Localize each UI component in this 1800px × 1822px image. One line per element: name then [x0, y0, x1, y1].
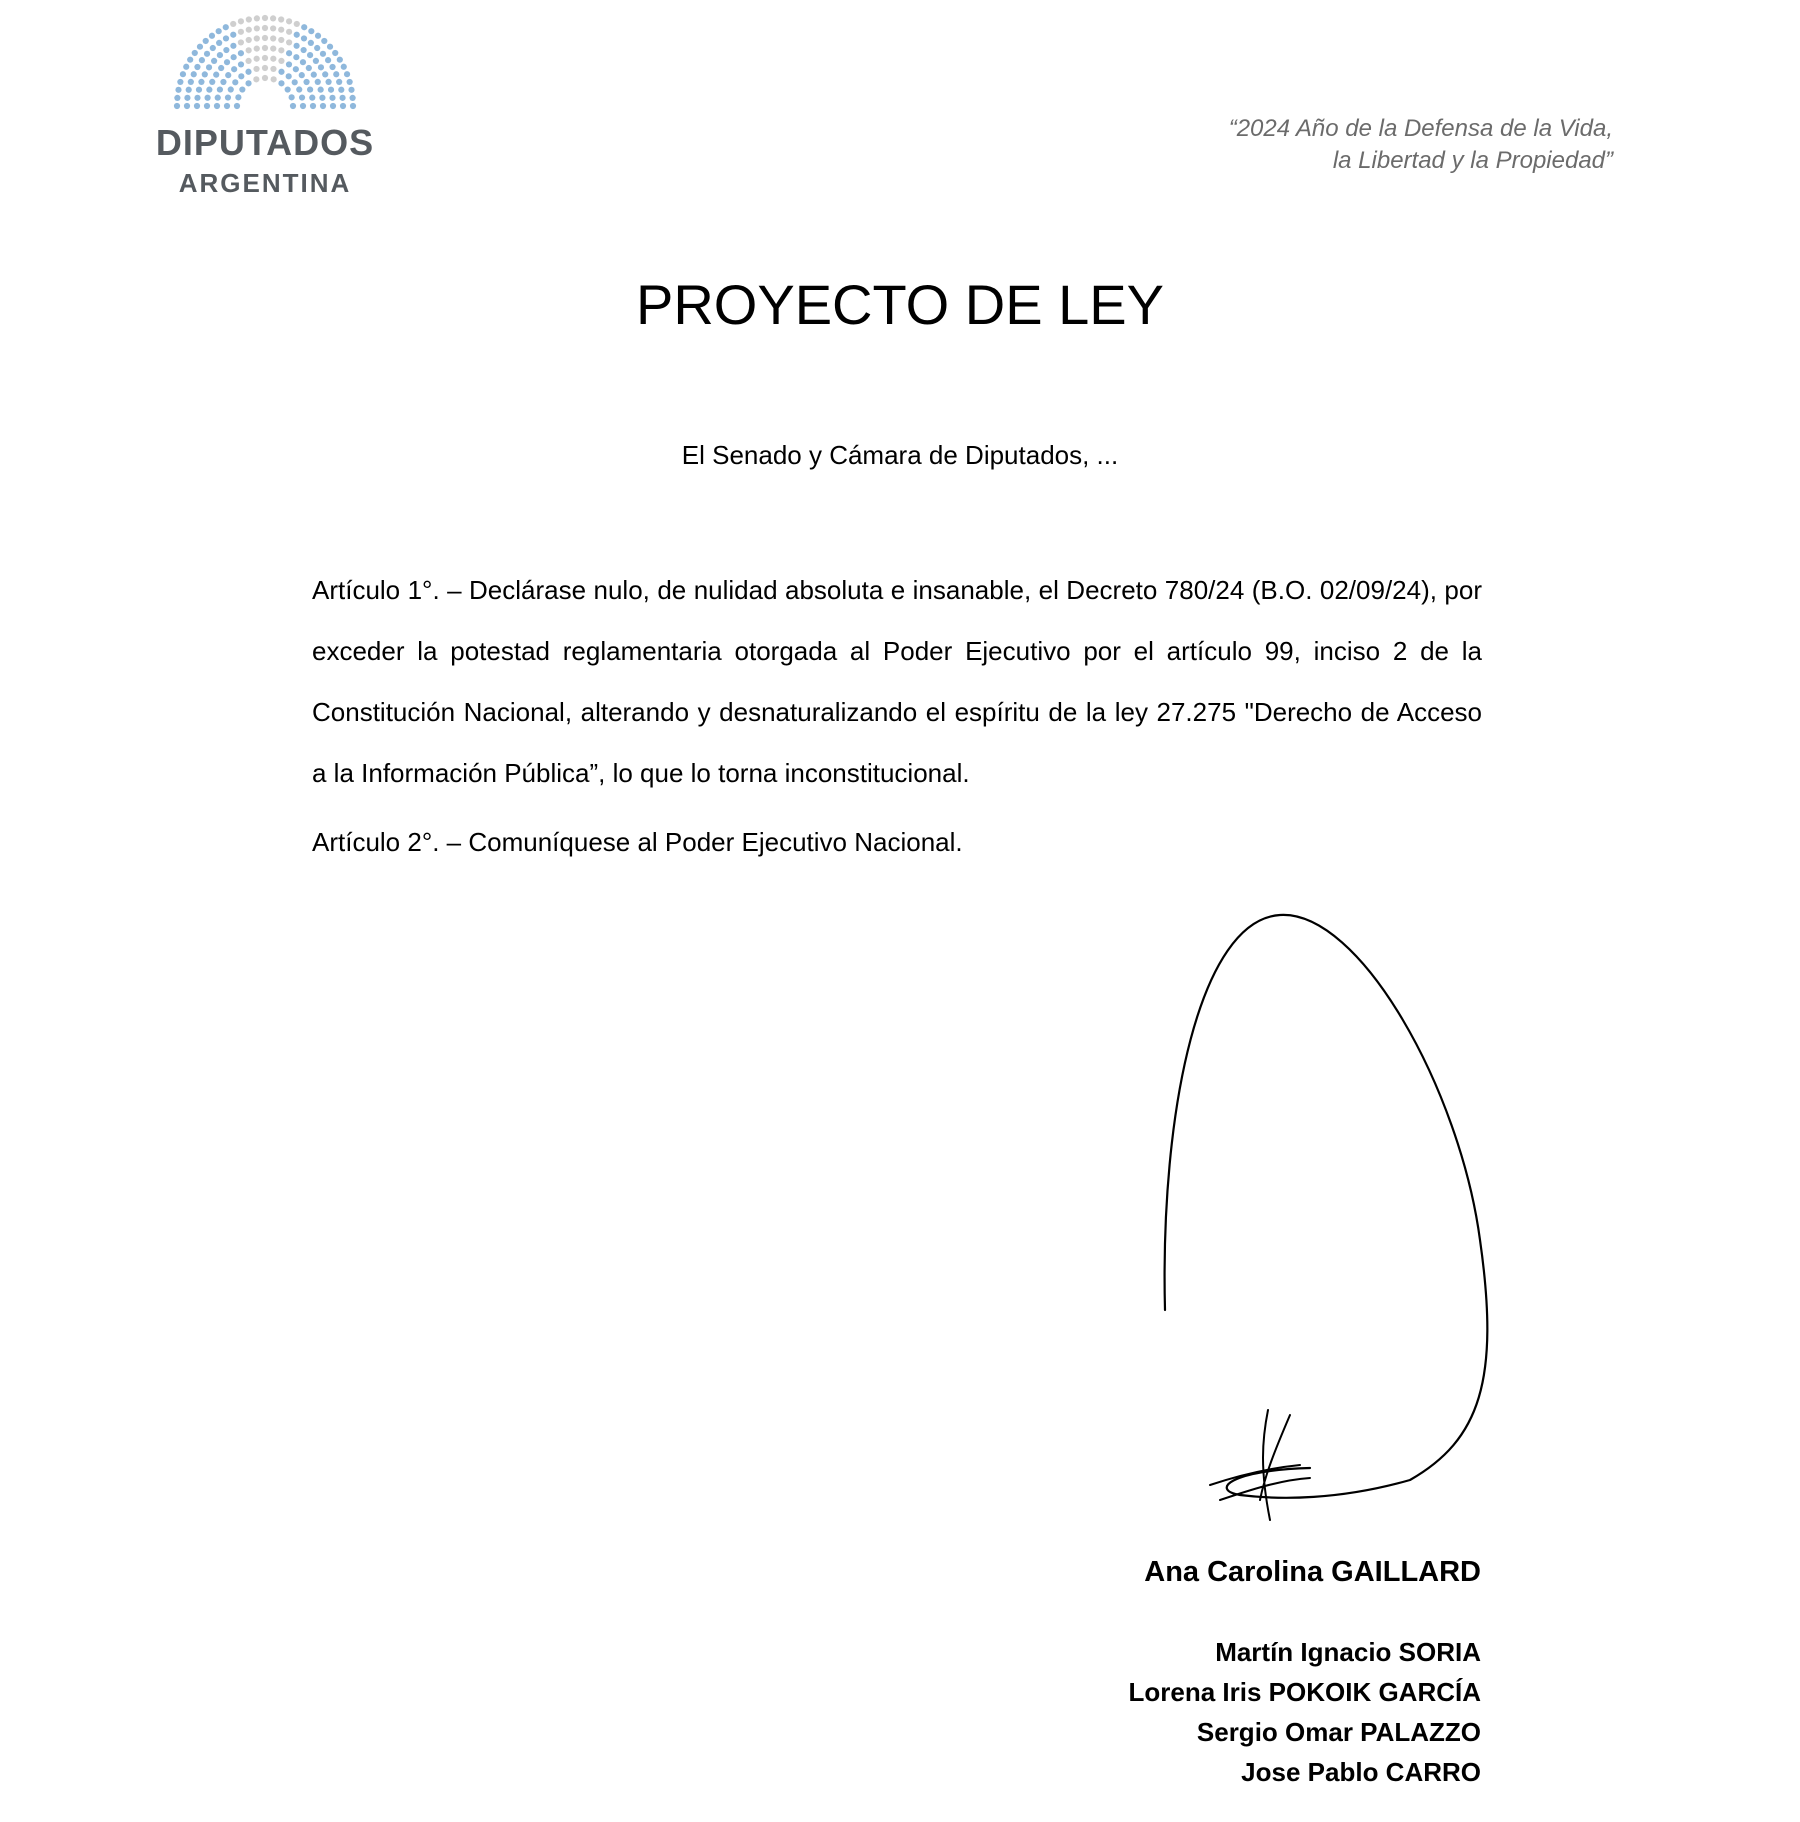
- hemicycle-seat-dot: [347, 79, 353, 85]
- hemicycle-seat-dot: [308, 28, 314, 34]
- hemicycle-seat-dot: [322, 71, 328, 77]
- hemicycle-seat-dot: [230, 32, 236, 38]
- hemicycle-seat-dot: [338, 87, 344, 93]
- co-signer-name: Sergio Omar PALAZZO: [1196, 1717, 1481, 1747]
- hemicycle-seat-dot: [246, 37, 252, 43]
- hemicycle-seat-dot: [204, 95, 210, 101]
- document-title: PROYECTO DE LEY: [635, 273, 1164, 336]
- motto-line-2: la Libertad y la Propiedad”: [1332, 147, 1613, 174]
- hemicycle-seat-dot: [194, 103, 200, 109]
- hemicycle-seat-dot: [307, 52, 313, 58]
- hemicycle-seat-dot: [262, 45, 268, 51]
- hemicycle-seat-dot: [321, 38, 327, 44]
- hemicycle-seat-dot: [350, 103, 356, 109]
- hemicycle-seat-dot: [318, 87, 324, 93]
- hemicycle-seat-dot: [286, 39, 292, 45]
- hemicycle-seat-dot: [253, 76, 259, 82]
- hemicycle-seat-dot: [177, 79, 183, 85]
- hemicycle-seat-dot: [313, 58, 319, 64]
- hemicycle-seat-dot: [206, 64, 212, 70]
- hemicycle-seat-dot: [339, 95, 345, 101]
- hemicycle-seat-dot: [325, 57, 331, 63]
- hemicycle-seat-dot: [238, 29, 244, 35]
- hemicycle-seat-dot: [204, 51, 210, 57]
- hemicycle-seat-dot: [336, 79, 342, 85]
- article-2: Artículo 2°. – Comuníquese al Poder Ejecutivo Nacional.: [312, 827, 963, 857]
- hemicycle-seat-dot: [296, 86, 302, 92]
- hemicycle-seat-dot: [175, 87, 181, 93]
- hemicycle-seat-dot: [286, 61, 292, 67]
- hemicycle-seat-dot: [223, 47, 229, 53]
- hemicycle-seat-dot: [286, 29, 292, 35]
- hemicycle-seat-dot: [254, 56, 260, 62]
- hemicycle-seat-dot: [332, 50, 338, 56]
- hemicycle-seat-dot: [301, 24, 307, 30]
- hemicycle-seat-dot: [202, 71, 208, 77]
- hemicycle-seat-dot: [330, 103, 336, 109]
- logo-subtitle: ARGENTINA: [178, 168, 352, 198]
- hemicycle-seat-dot: [187, 57, 193, 63]
- hemicycle-seat-dot: [270, 56, 276, 62]
- hemicycle-seat-dot: [306, 65, 312, 71]
- hemicycle-seat-dot: [289, 94, 295, 100]
- hemicycle-seat-dot: [278, 27, 284, 33]
- hemicycle-seat-dot: [307, 86, 313, 92]
- hemicycle-seat-dot: [270, 15, 276, 21]
- hemicycle-seat-dot: [225, 94, 231, 100]
- hemicycle-seat-dot: [333, 71, 339, 77]
- hemicycle-seat-dot: [278, 58, 284, 64]
- document-body: [312, 560, 1482, 862]
- hemicycle-seat-dot: [196, 87, 202, 93]
- hemicycle-seat-dot: [224, 59, 230, 65]
- hemicycle-seat-dot: [294, 21, 300, 27]
- hemicycle-seat-dot: [341, 64, 347, 70]
- hemicycle-seat-dot: [254, 25, 260, 31]
- hemicycle-seat-dot: [209, 33, 215, 39]
- hemicycle-seat-dot: [231, 66, 237, 72]
- hemicycle-seat-dot: [300, 59, 306, 65]
- handwritten-signature: [1160, 910, 1520, 1550]
- hemicycle-seat-dot: [293, 66, 299, 72]
- hemicycle-seat-dot: [294, 43, 300, 49]
- hemicycle-seat-dot: [278, 69, 284, 75]
- hemicycle-seat-dot: [245, 80, 251, 86]
- hemicycle-seat-dot: [344, 71, 350, 77]
- hemicycle-seat-dot: [278, 80, 284, 86]
- hemicycle-seat-dot: [286, 50, 292, 56]
- hemicycle-seat-dot: [290, 103, 296, 109]
- main-signer-name: Ana Carolina GAILLARD: [1144, 1556, 1481, 1588]
- hemicycle-seat-dot: [301, 35, 307, 41]
- hemicycle-seat-dot: [215, 95, 221, 101]
- motto-line-1: “2024 Año de la Defensa de la Vida,: [1228, 115, 1613, 142]
- hemicycle-seat-dot: [228, 86, 234, 92]
- hemicycle-seat-dot: [319, 95, 325, 101]
- hemicycle-seat-dot: [204, 103, 210, 109]
- hemicycle-seat-dot: [210, 45, 216, 51]
- hemicycle-seat-dot: [329, 64, 335, 70]
- hemicycle-seat-dot: [327, 44, 333, 50]
- hemicycle-seat-dot: [325, 79, 331, 85]
- hemicycle-seat-dot: [211, 58, 217, 64]
- hemicycle-seat-dot: [245, 58, 251, 64]
- hemicycle-seat-dot: [203, 38, 209, 44]
- hemicycle-seat-dot: [278, 16, 284, 22]
- hemicycle-seat-dot: [271, 76, 277, 82]
- hemicycle-seat-dot: [278, 37, 284, 43]
- hemicycle-seat-dot: [318, 64, 324, 70]
- hemicycle-seat-dot: [315, 33, 321, 39]
- hemicycle-seat-dot: [191, 71, 197, 77]
- hemicycle-seat-dot: [285, 86, 291, 92]
- hemicycle-seat-dot: [328, 87, 334, 93]
- hemicycle-seat-dot: [206, 87, 212, 93]
- hemicycle-seat-dot: [174, 103, 180, 109]
- hemicycle-seat-dot: [245, 69, 251, 75]
- hemicycle-seat-dot: [314, 45, 320, 51]
- hemicycle-seat-dot: [232, 79, 238, 85]
- hemicycle-seat-dot: [246, 47, 252, 53]
- diputados-logo: [140, 10, 390, 198]
- co-signer-name: Jose Pablo CARRO: [1241, 1757, 1481, 1787]
- hemicycle-seat-dot: [293, 54, 299, 60]
- hemicycle-seat-dot: [301, 47, 307, 53]
- hemicycle-seat-dot: [310, 103, 316, 109]
- hemicycle-seat-dot: [214, 103, 220, 109]
- hemicycle-seat-dot: [213, 72, 219, 78]
- hemicycle-seat-dot: [286, 18, 292, 24]
- hemicycle-seat-dot: [246, 27, 252, 33]
- hemicycle-seat-dot: [320, 103, 326, 109]
- hemicycle-seat-dot: [230, 21, 236, 27]
- hemicycle-seat-dot: [303, 79, 309, 85]
- hemicycle-seat-dot: [292, 79, 298, 85]
- hemicycle-seat-dot: [262, 75, 268, 81]
- logo-title: DIPUTADOS: [155, 122, 375, 163]
- co-signer-name: Lorena Iris POKOIK GARCÍA: [1128, 1677, 1481, 1707]
- hemicycle-seat-dot: [192, 50, 198, 56]
- hemicycle-seat-dot: [184, 95, 190, 101]
- hemicycle-seat-dot: [230, 43, 236, 49]
- hemicycle-seat-dot: [270, 66, 276, 72]
- hemicycle-seat-dot: [262, 65, 268, 71]
- hemicycle-seat-dot: [220, 79, 226, 85]
- hemicycle-seat-dot: [350, 95, 356, 101]
- hemicycle-seat-dot: [262, 25, 268, 31]
- hemicycle-seat-dot: [194, 95, 200, 101]
- hemicycle-seat-dot: [270, 25, 276, 31]
- hemicycle-seat-dot: [246, 16, 252, 22]
- hemicycle-seat-dot: [286, 73, 292, 79]
- hemicycle-seat-dot: [320, 51, 326, 57]
- hemicycle-seat-dot: [231, 54, 237, 60]
- hemicycle-seat-dot: [262, 35, 268, 41]
- hemicycle-seat-dot: [238, 18, 244, 24]
- hemicycle-seat-dot: [278, 47, 284, 53]
- hemicycle-seat-dot: [188, 79, 194, 85]
- year-motto: [1229, 113, 1613, 177]
- hemicycle-seat-dot: [270, 45, 276, 51]
- hemicycle-seat-dot: [254, 35, 260, 41]
- hemicycle-seat-dot: [199, 57, 205, 63]
- hemicycle-seat-dot: [194, 64, 200, 70]
- signers-block: [1129, 1552, 1482, 1792]
- hemicycle-dots-icon: [165, 10, 365, 110]
- hemicycle-seat-dot: [238, 50, 244, 56]
- document-intro: El Senado y Cámara de Diputados, ...: [681, 440, 1119, 470]
- co-signer-name: Martín Ignacio SORIA: [1215, 1637, 1481, 1667]
- hemicycle-seat-dot: [217, 86, 223, 92]
- hemicycle-seat-dot: [223, 24, 229, 30]
- hemicycle-seat-dot: [299, 94, 305, 100]
- hemicycle-seat-dot: [254, 15, 260, 21]
- hemicycle-seat-dot: [234, 103, 240, 109]
- hemicycle-seat-dot: [315, 79, 321, 85]
- hemicycle-seat-dot: [224, 103, 230, 109]
- hemicycle-seat-dot: [174, 95, 180, 101]
- hemicycle-seat-dot: [223, 35, 229, 41]
- hemicycle-seat-dot: [299, 72, 305, 78]
- hemicycle-seat-dot: [270, 35, 276, 41]
- hemicycle-seat-dot: [309, 95, 315, 101]
- article-1: Artículo 1°. – Declárase nulo, de nulidad absoluta e insanable, el Decreto 780/24 (B.O. 02/09/24), por exceder la potestad reglamentaria otorgada al Poder Ejecutivo por el artículo 99, inciso 2 de la Constitución Nacional, alterando y desnaturalizando el espíritu de la ley 27.275 "Derecho de Acceso a la Información Pública”, lo que lo torna inconstitucional.: [312, 575, 1482, 788]
- hemicycle-seat-dot: [300, 103, 306, 109]
- hemicycle-seat-dot: [238, 73, 244, 79]
- hemicycle-seat-dot: [217, 52, 223, 58]
- hemicycle-seat-dot: [308, 40, 314, 46]
- hemicycle-seat-dot: [262, 15, 268, 21]
- hemicycle-seat-dot: [186, 87, 192, 93]
- hemicycle-seat-dot: [184, 103, 190, 109]
- hemicycle-seat-dot: [238, 61, 244, 67]
- hemicycle-seat-dot: [329, 95, 335, 101]
- hemicycle-seat-dot: [262, 55, 268, 61]
- hemicycle-seat-dot: [348, 87, 354, 93]
- hemicycle-seat-dot: [218, 65, 224, 71]
- hemicycle-seat-dot: [198, 79, 204, 85]
- hemicycle-seat-dot: [209, 79, 215, 85]
- hemicycle-seat-dot: [216, 40, 222, 46]
- hemicycle-seat-dot: [311, 72, 317, 78]
- hemicycle-seat-dot: [340, 103, 346, 109]
- hemicycle-seat-dot: [235, 94, 241, 100]
- hemicycle-seat-dot: [253, 66, 259, 72]
- hemicycle-seat-dot: [225, 72, 231, 78]
- hemicycle-seat-dot: [216, 28, 222, 34]
- hemicycle-seat-dot: [180, 71, 186, 77]
- hemicycle-seat-dot: [197, 44, 203, 50]
- hemicycle-seat-dot: [337, 57, 343, 63]
- hemicycle-seat-dot: [238, 39, 244, 45]
- hemicycle-seat-dot: [239, 86, 245, 92]
- hemicycle-seat-dot: [183, 64, 189, 70]
- hemicycle-seat-dot: [254, 45, 260, 51]
- hemicycle-seat-dot: [294, 32, 300, 38]
